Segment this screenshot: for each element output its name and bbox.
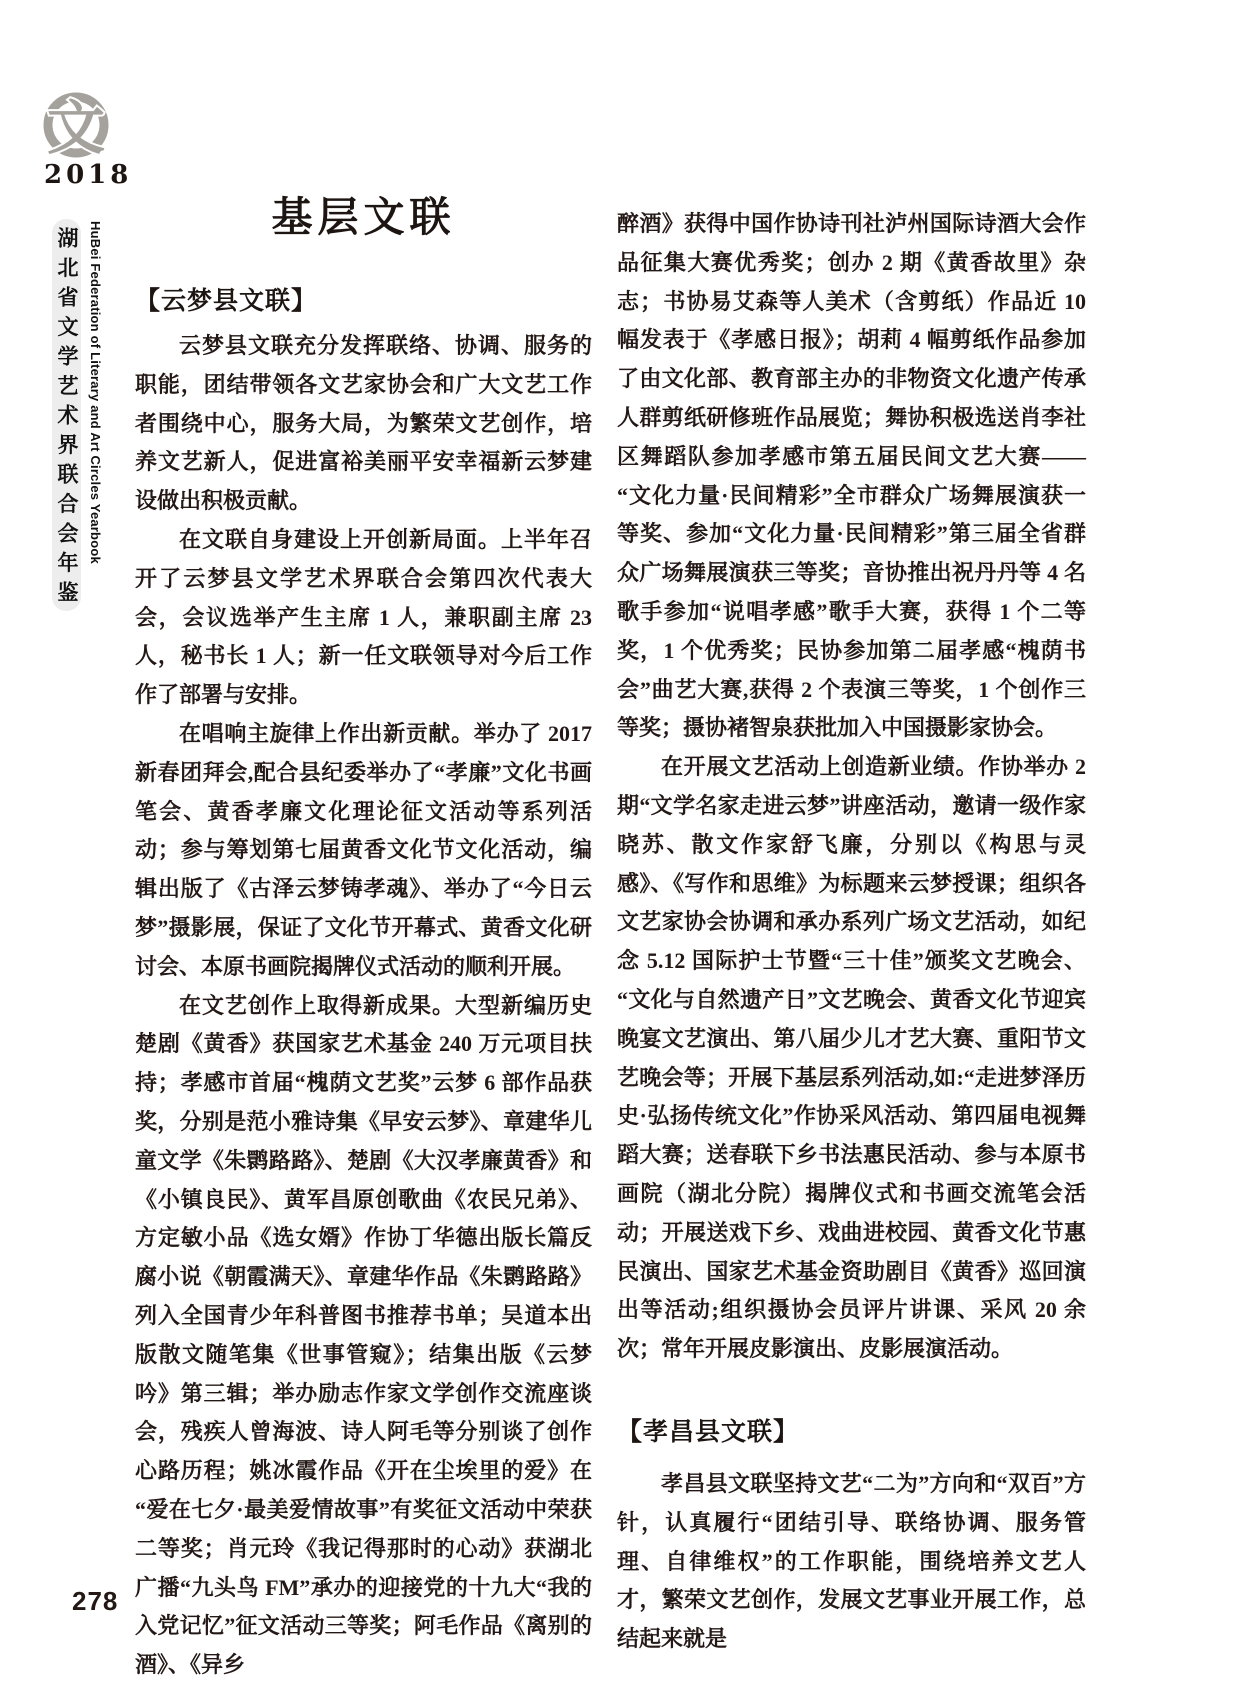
paragraph-yunmeng-main-theme: 在唱响主旋律上作出新贡献。举办了 2017 新春团拜会,配合县纪委举办了“孝廉”文化书画笔会、黄香孝廉文化理论征文活动等系列活动；参与筹划第七届黄香文化节文化活动，编辑出版了《古泽云梦铸孝魂》、举办了“今日云梦”摄影展，保证了文化节开幕式、黄香文化研讨会、本原书画院揭牌仪式活动的顺利开展。 bbox=[135, 720, 592, 979]
left-column bbox=[135, 192, 592, 1685]
paragraph-yunmeng-creation: 在文艺创作上取得新成果。大型新编历史楚剧《黄香》获国家艺术基金 240 万元项目扶持；孝感市首届“槐荫文艺奖”云梦 6 部作品获奖，分别是范小雅诗集《早安云梦》、章建华儿童文学《朱鹮路路》、楚剧《大汉孝廉黄香》和《小镇良民》、黄军昌原创歌曲《农民兄弟》、方定敏小品《选女婿》作协丁华德出版长篇反腐小说《朝霞满天》、章建华作品《朱鹮路路》列入全国青少年科普图书推荐书单；吴道本出版散文随笔集《世事管窥》；结集出版《云梦吟》第三辑；举办励志作家文学创作交流座谈会，残疾人曾海波、诗人阿毛等分别谈了创作心路历程；姚冰霞作品《开在尘埃里的爱》在“爱在七夕·最美爱情故事”有奖征文活动中荣获二等奖；肖元玲《我记得那时的心动》获湖北广播“九头鸟 FM”承办的迎接党的十九大“我的入党记忆”征文活动三等奖；阿毛作品《离别的酒》、《异乡 bbox=[135, 992, 592, 1678]
sidebar-vertical-title-cn: 湖北省文学艺术界联合会年鉴 bbox=[52, 219, 81, 611]
right-column bbox=[617, 205, 1086, 1659]
page-title: 基层文联 bbox=[271, 194, 456, 240]
page-number: 278 bbox=[72, 1586, 119, 1616]
svg-text:文: 文 bbox=[46, 96, 106, 161]
paragraph-yunmeng-activities: 在开展文艺活动上创造新业绩。作协举办 2 期“文学名家走进云梦”讲座活动，邀请一级作家晓苏、散文作家舒飞廉，分别以《构思与灵感》、《写作和思维》为标题来云梦授课；组织各文艺家协会协调和承办系列广场文艺活动，如纪念 5.12 国际护士节暨“三十佳”颁奖文艺晚会、“文化与自然遗产日”文艺晚会、黄香文化节迎宾晚宴文艺演出、第八届少儿才艺大赛、重阳节文艺晚会等；开展下基层系列活动,如:“走进梦泽历史·弘扬传统文化”作协采风活动、第四届电视舞蹈大赛；送春联下乡书法惠民活动、参与本原书画院（湖北分院）揭牌仪式和书画交流笔会活动；开展送戏下乡、戏曲进校园、黄香文化节惠民演出、国家艺术基金资助剧目《黄香》巡回演出等活动;组织摄协会员评片讲课、采风 20 余次；常年开展皮影演出、皮影展演活动。 bbox=[617, 754, 1086, 1362]
paragraph-yunmeng-overview: 云梦县文联充分发挥联络、协调、服务的职能，团结带领各文艺家协会和广大文艺工作者围绕中心，服务大局，为繁荣文艺创作，培养文艺新人，促进富裕美丽平安幸福新云梦建设做出积极贡献。 bbox=[135, 333, 592, 514]
yearbook-year: 2018 bbox=[44, 160, 133, 190]
section-heading-yunmeng: 【云梦县文联】 bbox=[135, 287, 318, 315]
section-heading-xiaochang: 【孝昌县文联】 bbox=[617, 1417, 800, 1446]
paragraph-yunmeng-self-building: 在文联自身建设上开创新局面。上半年召开了云梦县文学艺术界联合会第四次代表大会，会议选举产生主席 1 人，兼职副主席 23 人，秘书长 1 人；新一任文联领导对今后工作作了部署与安排。 bbox=[135, 526, 592, 708]
paragraph-xiaochang-overview: 孝昌县文联坚持文艺“二为”方向和“双百”方针，认真履行“团结引导、联络协调、服务管理、自律维权”的工作职能，围绕培养文艺人才，繁荣文艺创作，发展文艺事业开展工作，总结起来就是 bbox=[617, 1470, 1086, 1652]
sidebar-vertical-title-en: HuBei Federation of Literary and Art Circles Yearbook bbox=[88, 221, 103, 564]
paragraph-yunmeng-creation-continued: 醉酒》获得中国作协诗刊社泸州国际诗酒大会作品征集大赛优秀奖；创办 2 期《黄香故里》杂志；书协易艾森等人美术（含剪纸）作品近 10 幅发表于《孝感日报》；胡莉 4 幅剪纸作品参加了由文化部、教育部主办的非物资文化遗产传承人群剪纸研修班作品展览；舞协积极选送肖李社区舞蹈队参加孝感市第五届民间文艺大赛——“文化力量·民间精彩”全市群众广场舞展演获一等奖、参加“文化力量·民间精彩”第三届全省群众广场舞展演获三等奖；音协推出祝丹丹等 4 名歌手参加“说唱孝感”歌手大赛，获得 1 个二等奖，1 个优秀奖；民协参加第二届孝感“槐荫书会”曲艺大赛,获得 2 个表演三等奖，1 个创作三等奖；摄协褚智泉获批加入中国摄影家协会。 bbox=[617, 211, 1086, 741]
